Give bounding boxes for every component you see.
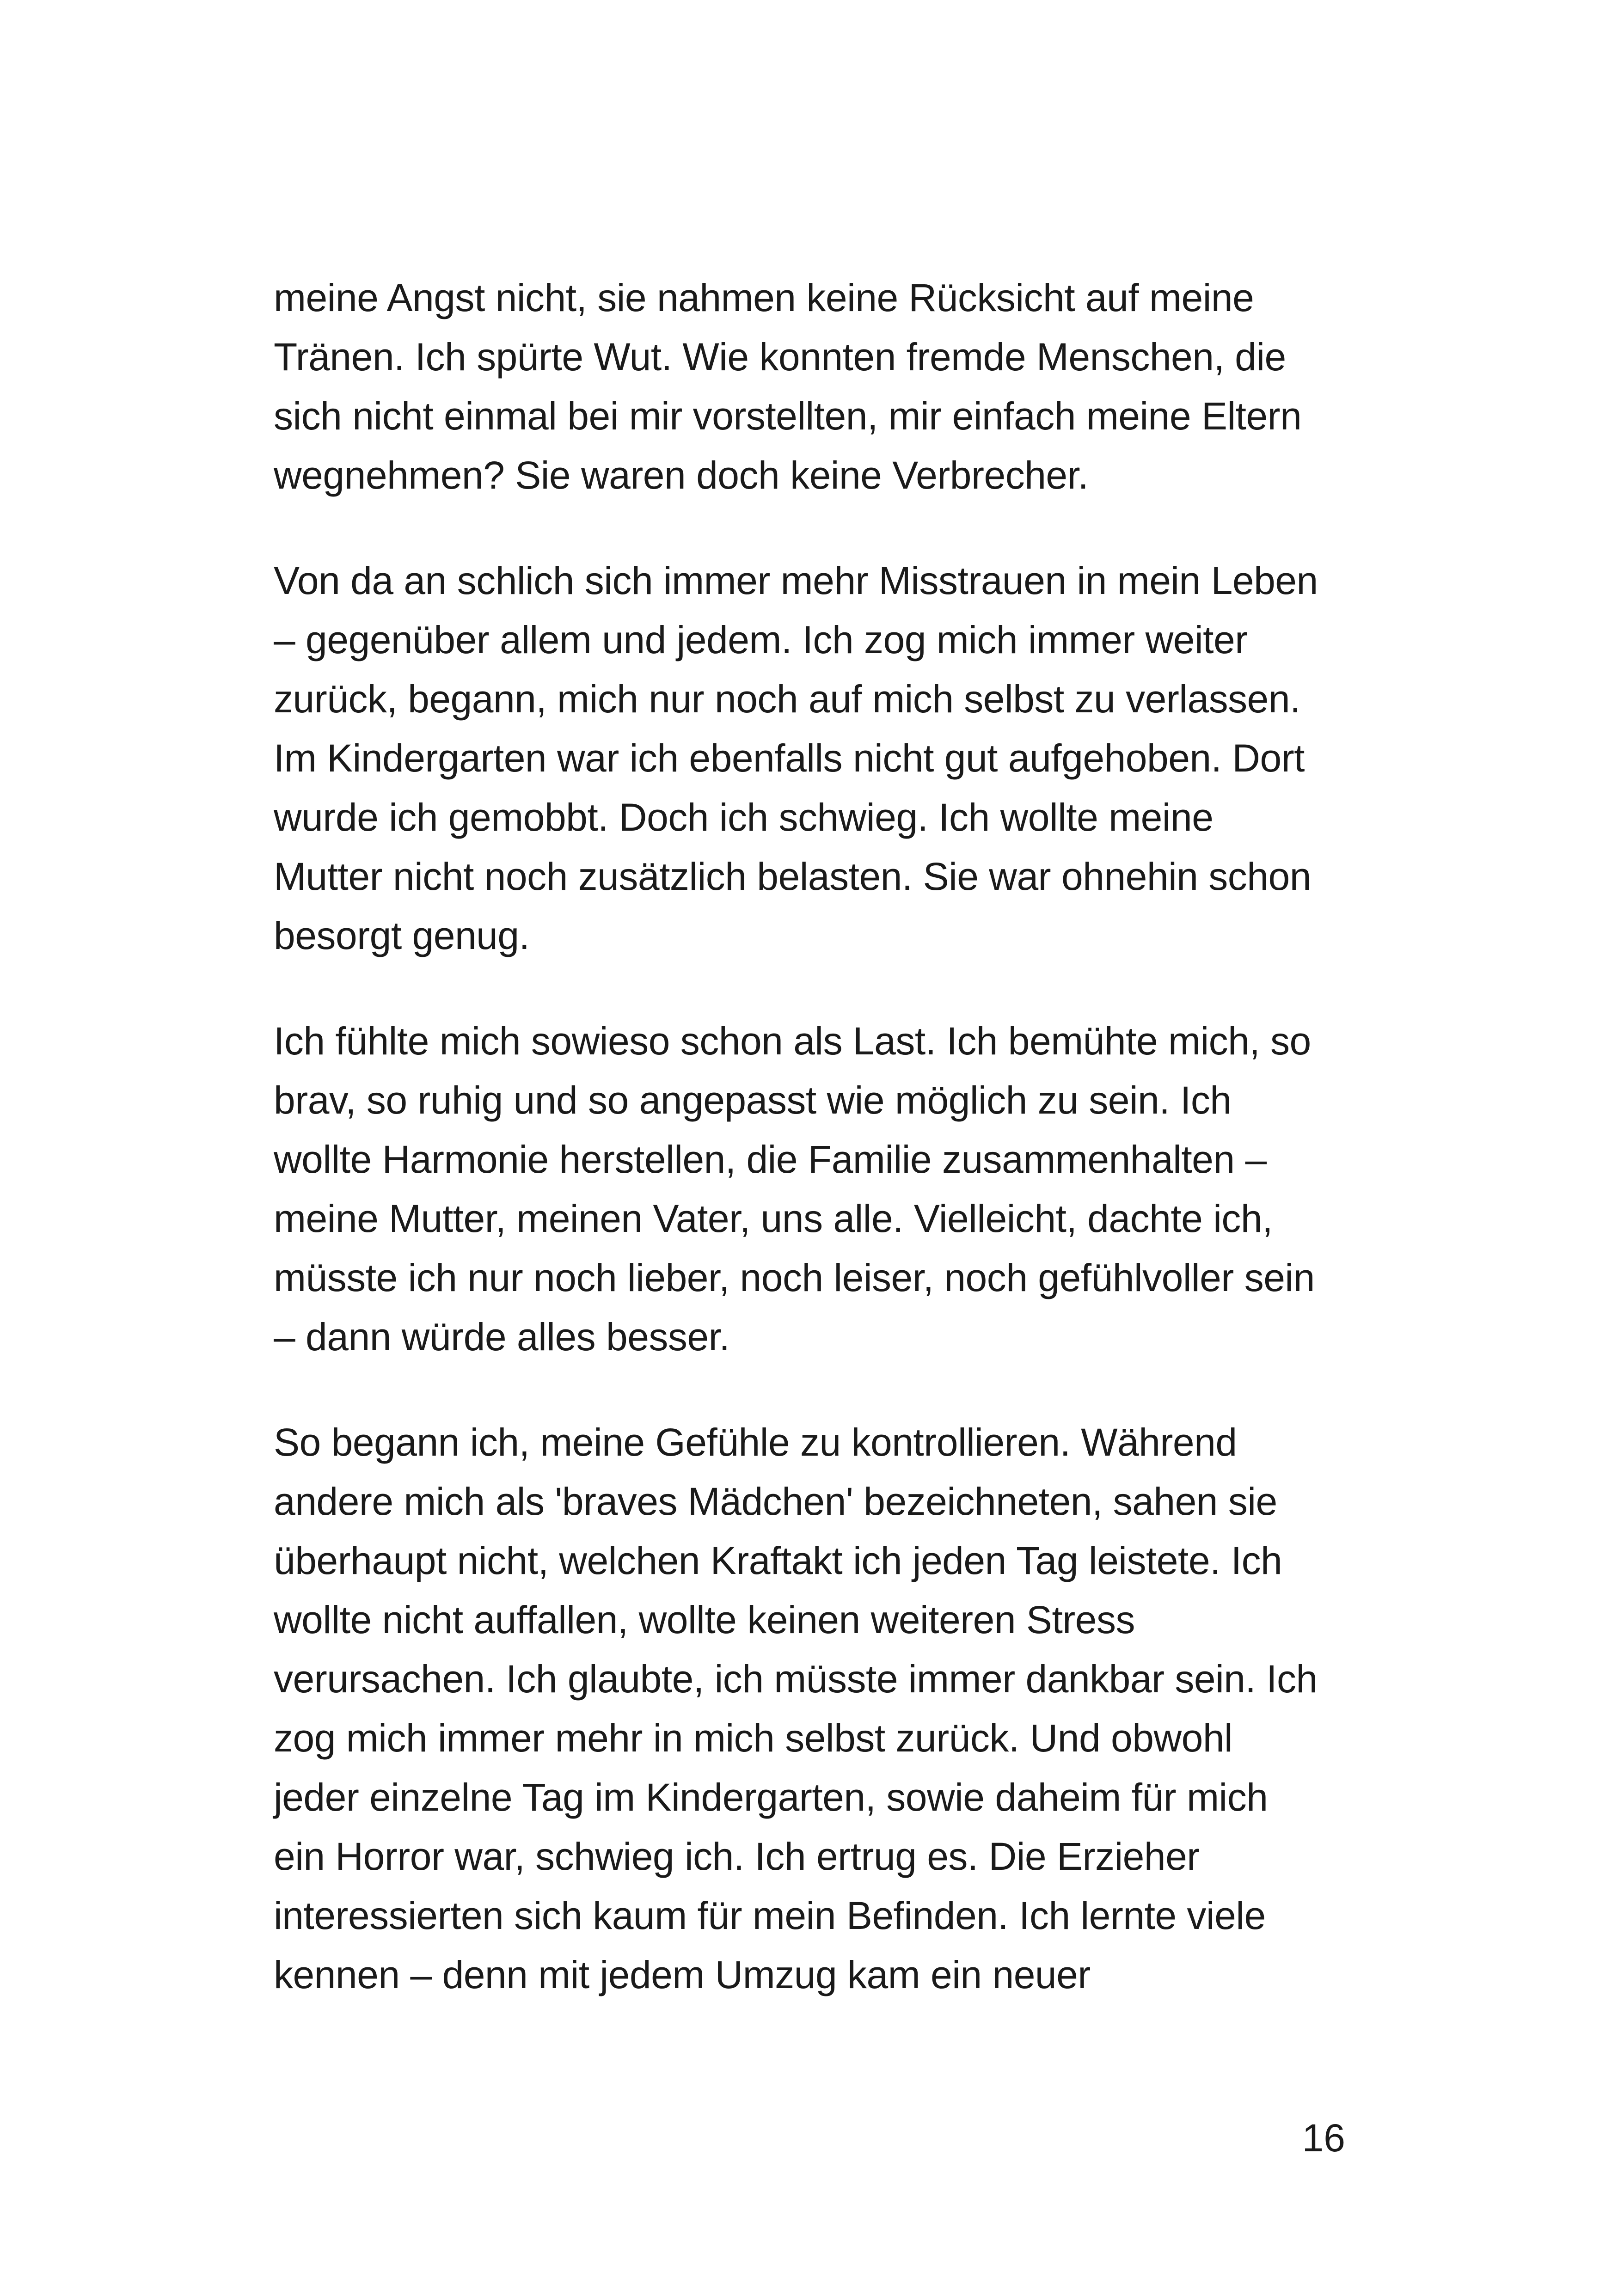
text-line: interessierten sich kaum für mein Befinden. Ich lernte viele [274,1894,1266,1937]
text-line: verursachen. Ich glaubte, ich müsste immer dankbar sein. Ich [274,1657,1318,1701]
text-line: wurde ich gemobbt. Doch ich schwieg. Ich wollte meine [274,796,1214,839]
text-line: ein Horror war, schwieg ich. Ich ertrug es. Die Erzieher [274,1835,1200,1878]
body-text [274,268,1374,2004]
text-line: müsste ich nur noch lieber, noch leiser, noch gefühlvoller sein [274,1256,1315,1299]
text-line: sich nicht einmal bei mir vorstellten, mir einfach meine Eltern [274,394,1302,438]
text-line: Ich fühlte mich sowieso schon als Last. Ich bemühte mich, so [274,1019,1311,1063]
text-line: jeder einzelne Tag im Kindergarten, sowie daheim für mich [274,1776,1268,1819]
text-line: Von da an schlich sich immer mehr Misstrauen in mein Leben [274,559,1318,602]
paragraph-3 [274,1011,1374,1366]
text-line: Mutter nicht noch zusätzlich belasten. Sie war ohnehin schon [274,855,1311,898]
paragraph-1 [274,268,1374,505]
text-line: – dann würde alles besser. [274,1315,730,1359]
paragraph-2 [274,551,1374,965]
text-line: – gegenüber allem und jedem. Ich zog mich immer weiter [274,618,1248,661]
text-line: kennen – denn mit jedem Umzug kam ein neuer [274,1953,1091,1996]
paragraph-spacer [274,965,1374,1011]
text-line: besorgt genug. [274,914,530,957]
text-line: Tränen. Ich spürte Wut. Wie konnten fremde Menschen, die [274,335,1286,379]
text-line: wollte nicht auffallen, wollte keinen weiteren Stress [274,1598,1135,1641]
text-line: zurück, begann, mich nur noch auf mich selbst zu verlassen. [274,677,1300,721]
text-line: andere mich als 'braves Mädchen' bezeichneten, sahen sie [274,1480,1277,1523]
text-line: Im Kindergarten war ich ebenfalls nicht gut aufgehoben. Dort [274,736,1305,780]
text-line: meine Mutter, meinen Vater, uns alle. Vielleicht, dachte ich, [274,1197,1273,1240]
paragraph-4 [274,1413,1374,2004]
text-line: meine Angst nicht, sie nahmen keine Rücksicht auf meine [274,276,1254,319]
paragraph-spacer [274,1366,1374,1413]
text-line: brav, so ruhig und so angepasst wie möglich zu sein. Ich [274,1078,1232,1122]
text-line: So begann ich, meine Gefühle zu kontrollieren. Während [274,1420,1237,1464]
text-line: zog mich immer mehr in mich selbst zurück. Und obwohl [274,1716,1233,1760]
text-line: wollte Harmonie herstellen, die Familie zusammenhalten – [274,1138,1267,1181]
paragraph-spacer [274,505,1374,551]
text-line: wegnehmen? Sie waren doch keine Verbrecher. [274,453,1089,497]
text-line: überhaupt nicht, welchen Kraftakt ich jeden Tag leistete. Ich [274,1539,1282,1582]
page-number: 16 [1302,2116,1345,2160]
